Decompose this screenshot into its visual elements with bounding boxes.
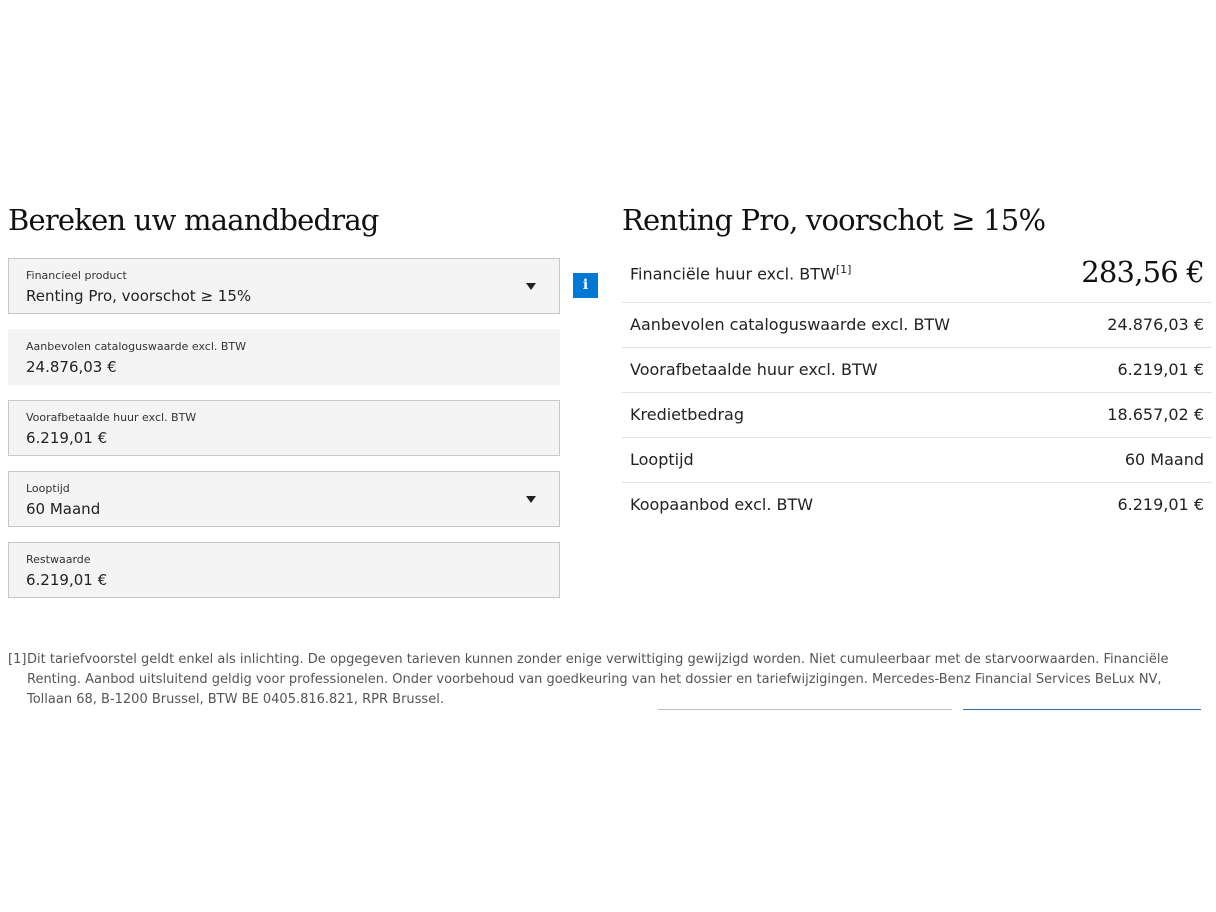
prepaid-rent-input[interactable] (8, 400, 560, 456)
prepaid-rent-label: Voorafbetaalde huur excl. BTW (26, 411, 197, 424)
divider-active (963, 709, 1201, 710)
summary-row-label: Looptijd (630, 450, 694, 469)
summary-row-monthly (622, 244, 1212, 303)
catalog-value-value: 24.876,03 € (26, 358, 117, 376)
footnote-mark: [1] (8, 652, 27, 667)
financial-product-label: Financieel product (26, 269, 127, 282)
calculator-title: Bereken uw maandbedrag (8, 203, 379, 237)
financial-product-value: Renting Pro, voorschot ≥ 15% (26, 287, 252, 305)
summary-row (622, 483, 1212, 528)
term-label: Looptijd (26, 482, 70, 495)
summary-row (622, 348, 1212, 393)
summary-row-label: Voorafbetaalde huur excl. BTW (630, 360, 878, 379)
summary-row-label: Koopaanbod excl. BTW (630, 495, 814, 514)
summary-row-value: 6.219,01 € (1117, 360, 1204, 379)
divider (658, 709, 952, 710)
summary-row-label: Aanbevolen cataloguswaarde excl. BTW (630, 315, 951, 334)
monthly-label-text: Financiële huur excl. BTW (630, 264, 836, 284)
residual-value-input[interactable] (8, 542, 560, 598)
catalog-value-label: Aanbevolen cataloguswaarde excl. BTW (26, 340, 247, 353)
chevron-down-icon[interactable] (526, 496, 536, 503)
monthly-value: 283,56 € (1081, 255, 1204, 289)
summary-title: Renting Pro, voorschot ≥ 15% (622, 203, 1046, 237)
catalog-value-field (8, 329, 560, 385)
summary-row-value: 60 Maand (1124, 450, 1204, 469)
summary-row (622, 438, 1212, 483)
term-value: 60 Maand (26, 500, 101, 518)
footnote-ref[interactable]: [1] (835, 263, 852, 276)
term-select[interactable] (8, 471, 560, 527)
monthly-label (630, 260, 851, 284)
prepaid-rent-value[interactable]: 6.219,01 € (26, 429, 108, 447)
chevron-down-icon[interactable] (526, 283, 536, 290)
residual-value-value[interactable]: 6.219,01 € (26, 571, 108, 589)
footnote-text: Dit tariefvoorstel geldt enkel als inlichting. De opgegeven tarieven kunnen zonder enige verwittiging gewijzigd worden. Niet cumuleerbaar met de starvoorwaarden. Financiële Renting. Aanbod uitsluitend geldig voor professionelen. Onder voorbehoud van goedkeuring van het dossier en tariefwijzigingen. Mercedes-Benz Financial Services BeLux NV, Tollaan 68, B-1200 Brussel, BTW BE 0405.816.821, RPR Brussel. (27, 652, 1169, 707)
summary-row-value: 24.876,03 € (1107, 315, 1204, 334)
financial-product-select[interactable] (8, 258, 560, 314)
summary-row (622, 303, 1212, 348)
summary-table (622, 244, 1212, 528)
summary-row (622, 393, 1212, 438)
info-icon[interactable]: i (573, 273, 598, 298)
summary-row-value: 18.657,02 € (1107, 405, 1204, 424)
residual-value-label: Restwaarde (26, 553, 91, 566)
summary-row-value: 6.219,01 € (1117, 495, 1204, 514)
summary-row-label: Kredietbedrag (630, 405, 744, 424)
